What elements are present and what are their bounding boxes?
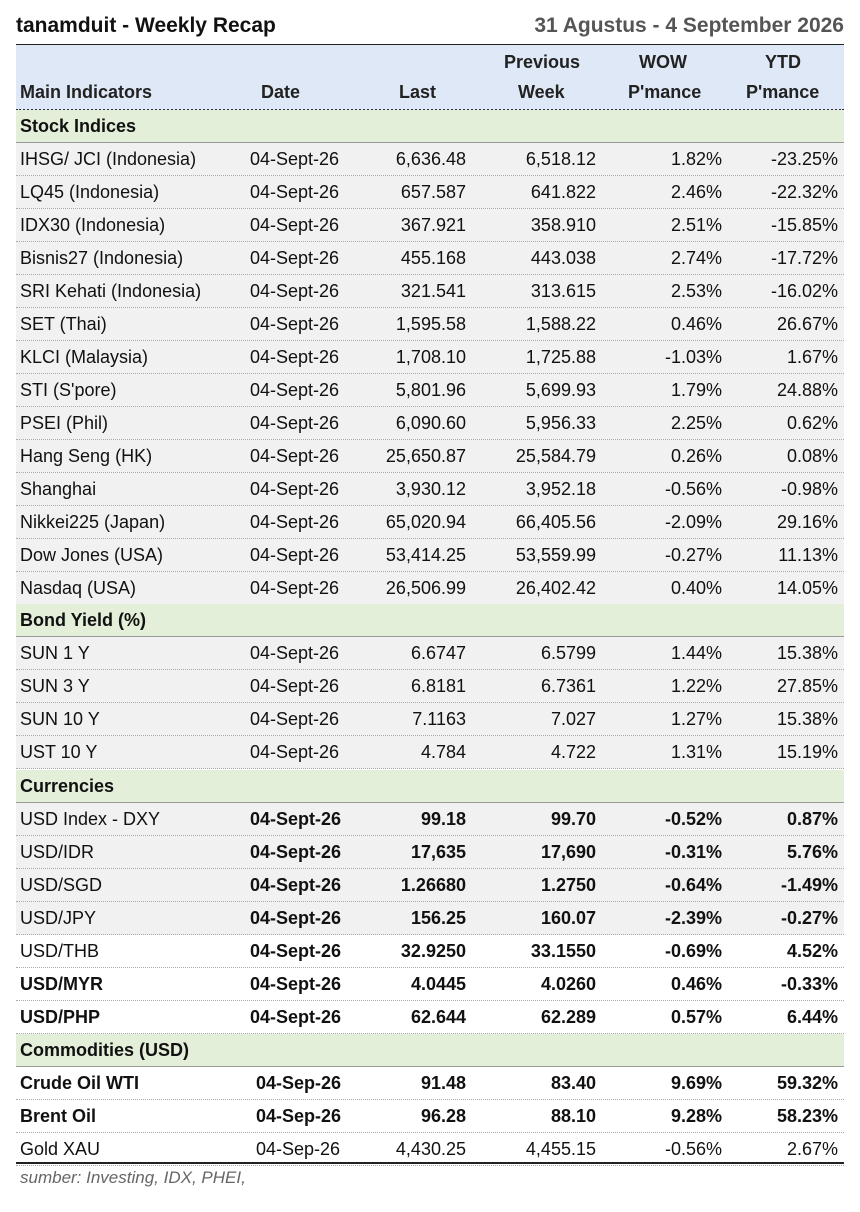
indicator-ytd: 0.62% <box>786 413 838 433</box>
indicator-ytd: -23.25% <box>770 149 838 169</box>
indicator-ytd: -0.27% <box>780 908 838 928</box>
indicator-ytd: 26.67% <box>776 314 838 334</box>
indicator-name: SET (Thai) <box>20 314 107 334</box>
indicator-name: Hang Seng (HK) <box>20 446 153 466</box>
title-bar <box>16 0 844 46</box>
indicator-previous: 6.5799 <box>540 643 596 663</box>
indicator-date: 04-Sept-26 <box>250 842 342 862</box>
table-row <box>16 275 844 308</box>
indicator-last: 657.587 <box>400 182 466 202</box>
indicator-name: USD/PHP <box>20 1007 101 1027</box>
indicator-name: SUN 3 Y <box>20 676 90 696</box>
indicator-ytd: 14.05% <box>776 578 838 598</box>
indicator-ytd: -22.32% <box>770 182 838 202</box>
indicator-last: 4.784 <box>420 742 466 762</box>
indicator-date: 04-Sept-26 <box>250 908 342 928</box>
indicator-wow: 1.22% <box>670 676 722 696</box>
table-row <box>16 143 844 176</box>
indicator-name: SUN 10 Y <box>20 709 100 729</box>
indicator-previous: 5,699.93 <box>525 380 596 400</box>
indicator-last: 6.6747 <box>410 643 466 663</box>
indicator-previous: 4,455.15 <box>525 1139 596 1159</box>
indicator-name: Brent Oil <box>20 1106 97 1126</box>
indicator-wow: -0.69% <box>664 941 722 961</box>
indicator-last: 3,930.12 <box>395 479 466 499</box>
indicator-wow: 1.27% <box>670 709 722 729</box>
col-last: Last <box>399 82 437 102</box>
table-row <box>16 703 844 736</box>
indicator-ytd: 15.38% <box>776 709 838 729</box>
indicator-last: 91.48 <box>420 1073 466 1093</box>
indicator-last: 32.9250 <box>400 941 466 961</box>
indicator-date: 04-Sept-26 <box>250 643 340 663</box>
indicator-last: 4.0445 <box>410 974 466 994</box>
indicator-previous: 62.289 <box>540 1007 596 1027</box>
indicator-last: 62.644 <box>410 1007 466 1027</box>
section-title: Stock Indices <box>20 116 137 136</box>
indicator-previous: 25,584.79 <box>515 446 596 466</box>
indicator-name: Shanghai <box>20 479 97 499</box>
indicator-wow: 0.26% <box>670 446 722 466</box>
table-row <box>16 440 844 473</box>
table-row <box>16 968 844 1001</box>
table-row <box>16 506 844 539</box>
indicator-date: 04-Sept-26 <box>250 545 340 565</box>
section-commodities <box>16 1034 844 1067</box>
indicator-previous: 33.1550 <box>530 941 596 961</box>
indicator-name: SUN 1 Y <box>20 643 90 663</box>
indicator-wow: 0.46% <box>670 314 722 334</box>
col-previous-line1: Previous <box>504 52 581 72</box>
indicator-ytd: 58.23% <box>776 1106 838 1126</box>
indicator-last: 1,708.10 <box>395 347 466 367</box>
indicator-wow: -0.31% <box>664 842 722 862</box>
indicator-last: 7.1163 <box>412 709 466 729</box>
indicator-name: SRI Kehati (Indonesia) <box>20 281 202 301</box>
indicator-name: Bisnis27 (Indonesia) <box>20 248 184 268</box>
indicator-wow: 0.57% <box>670 1007 722 1027</box>
col-ytd-line1: YTD <box>765 52 801 72</box>
indicator-ytd: 59.32% <box>776 1073 838 1093</box>
col-wow-line1: WOW <box>639 52 687 72</box>
indicator-previous: 3,952.18 <box>525 479 596 499</box>
indicator-name: IDX30 (Indonesia) <box>20 215 166 235</box>
indicator-name: USD/THB <box>20 941 100 961</box>
indicator-name: USD/SGD <box>20 875 103 895</box>
indicator-date: 04-Sept-26 <box>250 215 340 235</box>
indicator-wow: -0.52% <box>664 809 722 829</box>
indicator-ytd: 15.19% <box>776 742 838 762</box>
indicator-previous: 1,588.22 <box>525 314 596 334</box>
indicator-last: 99.18 <box>420 809 466 829</box>
indicator-last: 367.921 <box>400 215 466 235</box>
indicator-ytd: 0.08% <box>786 446 838 466</box>
indicator-date: 04-Sept-26 <box>250 347 340 367</box>
indicator-last: 1.26680 <box>400 875 466 895</box>
indicator-date: 04-Sept-26 <box>250 875 342 895</box>
indicator-last: 6,090.60 <box>395 413 466 433</box>
indicator-previous: 66,405.56 <box>515 512 596 532</box>
indicator-date: 04-Sept-26 <box>250 742 340 762</box>
indicator-name: Dow Jones (USA) <box>20 545 164 565</box>
indicator-ytd: 5.76% <box>786 842 838 862</box>
indicator-date: 04-Sept-26 <box>250 446 340 466</box>
indicator-wow: 2.53% <box>670 281 722 301</box>
indicator-last: 1,595.58 <box>395 314 466 334</box>
indicator-name: LQ45 (Indonesia) <box>20 182 160 202</box>
indicator-date: 04-Sept-26 <box>250 413 340 433</box>
indicator-date: 04-Sept-26 <box>250 281 340 301</box>
indicator-previous: 4.0260 <box>540 974 596 994</box>
table-row <box>16 637 844 670</box>
indicator-wow: 2.25% <box>670 413 722 433</box>
indicator-wow: 2.74% <box>670 248 722 268</box>
indicator-date: 04-Sept-26 <box>250 941 342 961</box>
table-row <box>16 902 844 935</box>
col-wow-line2: P'mance <box>628 82 702 102</box>
indicator-wow: -2.39% <box>664 908 722 928</box>
indicator-wow: -0.64% <box>664 875 722 895</box>
indicator-date: 04-Sept-26 <box>250 479 340 499</box>
indicator-wow: 0.40% <box>670 578 722 598</box>
indicator-previous: 6,518.12 <box>525 149 596 169</box>
indicator-previous: 26,402.42 <box>515 578 596 598</box>
indicator-wow: -0.27% <box>664 545 722 565</box>
section-title: Commodities (USD) <box>20 1040 190 1060</box>
indicator-date: 04-Sept-26 <box>250 380 340 400</box>
indicator-previous: 7.027 <box>550 709 596 729</box>
indicator-name: PSEI (Phil) <box>20 413 109 433</box>
indicator-ytd: 6.44% <box>786 1007 838 1027</box>
indicator-wow: -1.03% <box>664 347 722 367</box>
indicator-ytd: 2.67% <box>786 1139 838 1159</box>
indicator-ytd: -1.49% <box>780 875 838 895</box>
indicator-last: 455.168 <box>400 248 466 268</box>
col-previous-line2: Week <box>518 82 565 102</box>
indicator-last: 53,414.25 <box>385 545 466 565</box>
section-bond-yield <box>16 604 844 637</box>
table-row <box>16 539 844 572</box>
indicator-wow: 1.44% <box>670 643 722 663</box>
indicator-previous: 443.038 <box>530 248 596 268</box>
table-row <box>16 736 844 769</box>
indicator-name: USD/JPY <box>20 908 97 928</box>
indicator-last: 25,650.87 <box>385 446 466 466</box>
indicator-previous: 17,690 <box>540 842 596 862</box>
indicator-name: STI (S'pore) <box>20 380 117 400</box>
indicator-date: 04-Sep-26 <box>256 1073 342 1093</box>
table-row <box>16 1100 844 1133</box>
indicator-ytd: -15.85% <box>770 215 838 235</box>
indicator-name: Nikkei225 (Japan) <box>20 512 166 532</box>
indicator-previous: 4.722 <box>550 742 596 762</box>
section-title: Currencies <box>20 776 115 796</box>
indicator-name: USD/IDR <box>20 842 95 862</box>
table-bottom-border <box>16 1162 844 1164</box>
indicator-wow: -2.09% <box>664 512 722 532</box>
indicator-ytd: -0.98% <box>780 479 838 499</box>
col-ytd-line2: P'mance <box>746 82 820 102</box>
indicator-date: 04-Sept-26 <box>250 1007 342 1027</box>
indicator-ytd: 24.88% <box>776 380 838 400</box>
table-row <box>16 1067 844 1100</box>
indicator-ytd: -16.02% <box>770 281 838 301</box>
indicator-previous: 83.40 <box>550 1073 596 1093</box>
indicator-last: 6.8181 <box>410 676 466 696</box>
col-date: Date <box>261 82 301 102</box>
indicator-last: 65,020.94 <box>385 512 466 532</box>
indicator-ytd: 1.67% <box>786 347 838 367</box>
indicator-wow: 9.28% <box>670 1106 722 1126</box>
indicator-name: IHSG/ JCI (Indonesia) <box>20 149 197 169</box>
indicator-date: 04-Sept-26 <box>250 809 342 829</box>
indicator-ytd: 4.52% <box>786 941 838 961</box>
indicator-wow: 0.46% <box>670 974 722 994</box>
indicator-previous: 641.822 <box>530 182 596 202</box>
table-row <box>16 407 844 440</box>
indicator-date: 04-Sept-26 <box>250 182 340 202</box>
indicator-previous: 6.7361 <box>540 676 596 696</box>
indicator-previous: 358.910 <box>530 215 596 235</box>
section-currencies <box>16 770 844 803</box>
indicator-date: 04-Sep-26 <box>256 1106 342 1126</box>
table-row <box>16 308 844 341</box>
report-title: tanamduit - Weekly Recap <box>16 14 276 37</box>
indicator-last: 26,506.99 <box>385 578 466 598</box>
indicator-date: 04-Sept-26 <box>250 709 340 729</box>
table-row <box>16 374 844 407</box>
indicator-last: 156.25 <box>410 908 466 928</box>
indicator-previous: 5,956.33 <box>525 413 596 433</box>
indicator-name: KLCI (Malaysia) <box>20 347 149 367</box>
indicator-previous: 1,725.88 <box>525 347 596 367</box>
indicator-name: UST 10 Y <box>20 742 98 762</box>
indicator-previous: 53,559.99 <box>515 545 596 565</box>
source-note: sumber: Investing, IDX, PHEI, <box>20 1168 246 1187</box>
table-row <box>16 473 844 506</box>
indicator-name: Crude Oil WTI <box>20 1073 139 1093</box>
indicator-last: 6,636.48 <box>395 149 466 169</box>
indicator-ytd: -17.72% <box>770 248 838 268</box>
table-row <box>16 572 844 605</box>
indicator-ytd: 0.87% <box>786 809 838 829</box>
indicator-date: 04-Sep-26 <box>256 1139 341 1159</box>
indicator-last: 4,430.25 <box>395 1139 466 1159</box>
indicator-wow: 2.51% <box>670 215 722 235</box>
indicator-ytd: 15.38% <box>776 643 838 663</box>
table-row <box>16 209 844 242</box>
indicator-wow: 1.79% <box>670 380 722 400</box>
column-header <box>16 45 844 111</box>
indicator-wow: 9.69% <box>670 1073 722 1093</box>
table-row <box>16 341 844 374</box>
indicator-name: Nasdaq (USA) <box>20 578 137 598</box>
indicator-date: 04-Sept-26 <box>250 676 340 696</box>
section-title: Bond Yield (%) <box>20 610 146 630</box>
table-row <box>16 176 844 209</box>
indicator-date: 04-Sept-26 <box>250 248 340 268</box>
table-row <box>16 935 844 968</box>
section-stock-indices <box>16 110 844 143</box>
table-row <box>16 242 844 275</box>
indicator-date: 04-Sept-26 <box>250 578 340 598</box>
table-row <box>16 803 844 836</box>
col-main-indicators: Main Indicators <box>20 82 153 102</box>
indicator-name: USD/MYR <box>20 974 104 994</box>
indicator-date: 04-Sept-26 <box>250 974 342 994</box>
indicator-last: 321.541 <box>400 281 466 301</box>
indicator-previous: 313.615 <box>530 281 596 301</box>
indicator-previous: 160.07 <box>540 908 596 928</box>
indicator-date: 04-Sept-26 <box>250 512 340 532</box>
indicator-ytd: 11.13% <box>778 545 838 565</box>
report-period: 31 Agustus - 4 September 2026 <box>534 14 844 37</box>
indicator-previous: 1.2750 <box>540 875 596 895</box>
indicator-ytd: 27.85% <box>776 676 838 696</box>
indicator-previous: 88.10 <box>550 1106 596 1126</box>
indicator-last: 5,801.96 <box>395 380 466 400</box>
indicator-previous: 99.70 <box>550 809 596 829</box>
indicator-ytd: 29.16% <box>776 512 838 532</box>
indicator-ytd: -0.33% <box>780 974 838 994</box>
table-row <box>16 869 844 902</box>
indicator-name: USD Index - DXY <box>20 809 161 829</box>
indicator-last: 17,635 <box>410 842 466 862</box>
indicator-name: Gold XAU <box>20 1139 101 1159</box>
table-row <box>16 836 844 869</box>
indicator-wow: 1.82% <box>670 149 722 169</box>
indicator-date: 04-Sept-26 <box>250 149 340 169</box>
indicator-date: 04-Sept-26 <box>250 314 340 334</box>
indicator-wow: -0.56% <box>664 1139 722 1159</box>
indicator-wow: 1.31% <box>670 742 722 762</box>
indicator-wow: 2.46% <box>670 182 722 202</box>
indicator-last: 96.28 <box>420 1106 466 1126</box>
indicator-wow: -0.56% <box>664 479 722 499</box>
table-row <box>16 670 844 703</box>
table-row <box>16 1001 844 1034</box>
